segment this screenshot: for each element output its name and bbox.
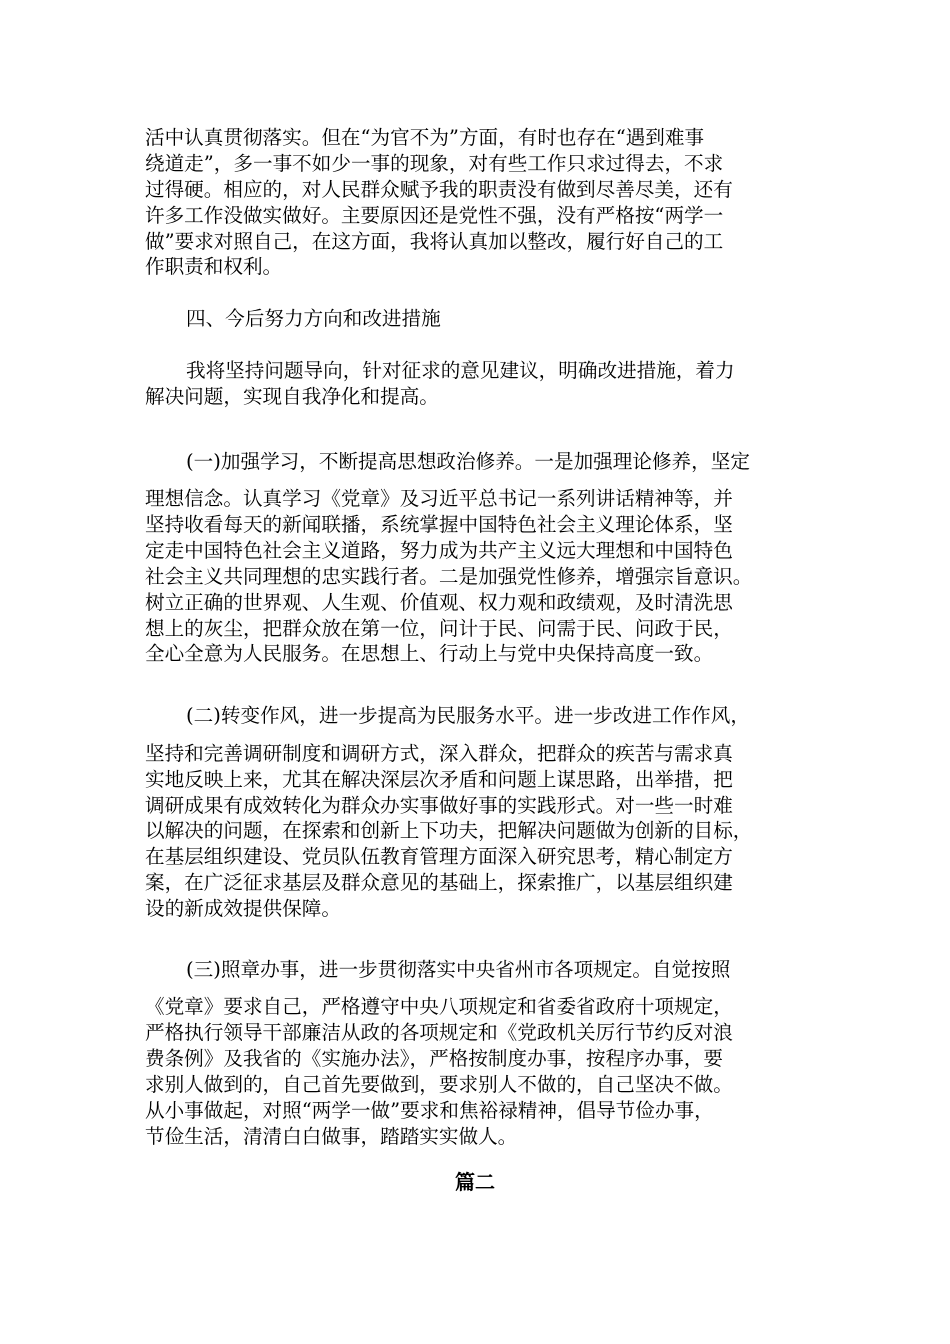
item3-line-6: 从小事做起，对照“两学一做”要求和焦裕禄精神，倡导节俭办事， bbox=[145, 1099, 714, 1122]
item2-line-6: 在基层组织建设、党员队伍教育管理方面深入研究思考，精心制定方 bbox=[145, 845, 733, 868]
item1-line-7: 想上的灰尘，把群众放在第一位，问计于民、问需于民、问政于民， bbox=[145, 617, 733, 640]
item2-line-5: 以解决的问题，在探索和创新上下功夫，把解决问题做为创新的目标， bbox=[145, 819, 753, 842]
item2-line-2: 坚持和完善调研制度和调研方式，深入群众，把群众的疾苦与需求真 bbox=[145, 742, 733, 765]
section4-heading: 四、今后努力方向和改进措施 bbox=[186, 307, 441, 330]
para1-line-6: 作职责和权利。 bbox=[145, 255, 283, 278]
para1-line-3: 过得硬。相应的，对人民群众赋予我的职责没有做到尽善尽美，还有 bbox=[145, 178, 733, 201]
para1-line-4: 许多工作没做实做好。主要原因还是党性不强，没有严格按“两学一 bbox=[145, 204, 724, 227]
para2-line-2: 解决问题，实现自我净化和提高。 bbox=[145, 385, 439, 408]
item3-line-2: 《党章》要求自己，严格遵守中央八项规定和省委省政府十项规定， bbox=[145, 995, 733, 1018]
item3-line-4: 费条例》及我省的《实施办法》，严格按制度办事，按程序办事，要 bbox=[145, 1047, 724, 1070]
para1-line-1: 活中认真贯彻落实。但在“为官不为”方面，有时也存在“遇到难事 bbox=[145, 126, 705, 149]
item1-line-3: 坚持收看每天的新闻联播，系统掌握中国特色社会主义理论体系，坚 bbox=[145, 513, 733, 536]
item3-line-3: 严格执行领导干部廉洁从政的各项规定和《党政机关厉行节约反对浪 bbox=[145, 1021, 733, 1044]
item2-line-7: 案，在广泛征求基层及群众意见的基础上，探索推广，以基层组织建 bbox=[145, 871, 733, 894]
item3-line-7: 节俭生活，清清白白做事，踏踏实实做人。 bbox=[145, 1125, 518, 1148]
item3-first-line: (三)照章办事，进一步贯彻落实中央省州市各项规定。自觉按照 bbox=[186, 958, 731, 981]
item1-line-8: 全心全意为人民服务。在思想上、行动上与党中央保持高度一致。 bbox=[145, 642, 714, 665]
para2-line-1: 我将坚持问题导向，针对征求的意见建议，明确改进措施，着力 bbox=[186, 359, 735, 382]
item1-first-line: (一)加强学习，不断提高思想政治修养。一是加强理论修养，坚定 bbox=[186, 450, 750, 473]
item1-line-2: 理想信念。认真学习《党章》及习近平总书记一系列讲话精神等，并 bbox=[145, 487, 733, 510]
item1-line-4: 定走中国特色社会主义道路，努力成为共产主义远大理想和中国特色 bbox=[145, 539, 733, 562]
item2-first-line: (二)转变作风，进一步提高为民服务水平。进一步改进工作作风， bbox=[186, 704, 750, 727]
item1-line-5: 社会主义共同理想的忠实践行者。二是加强党性修养，增强宗旨意识。 bbox=[145, 565, 753, 588]
item2-line-4: 调研成果有成效转化为群众办实事做好事的实践形式。对一些一时难 bbox=[145, 794, 733, 817]
item3-line-5: 求别人做到的，自己首先要做到，要求别人不做的，自己坚决不做。 bbox=[145, 1073, 733, 1096]
para1-line-5: 做”要求对照自己，在这方面，我将认真加以整改，履行好自己的工 bbox=[145, 230, 724, 253]
item1-line-6: 树立正确的世界观、人生观、价值观、权力观和政绩观，及时清洗思 bbox=[145, 591, 733, 614]
item2-line-3: 实地反映上来，尤其在解决深层次矛盾和问题上谋思路，出举措，把 bbox=[145, 768, 733, 791]
item2-line-8: 设的新成效提供保障。 bbox=[145, 897, 341, 920]
para1-line-2: 绕道走”，多一事不如少一事的现象，对有些工作只求过得去，不求 bbox=[145, 152, 724, 175]
section-title: 篇二 bbox=[455, 1170, 495, 1194]
